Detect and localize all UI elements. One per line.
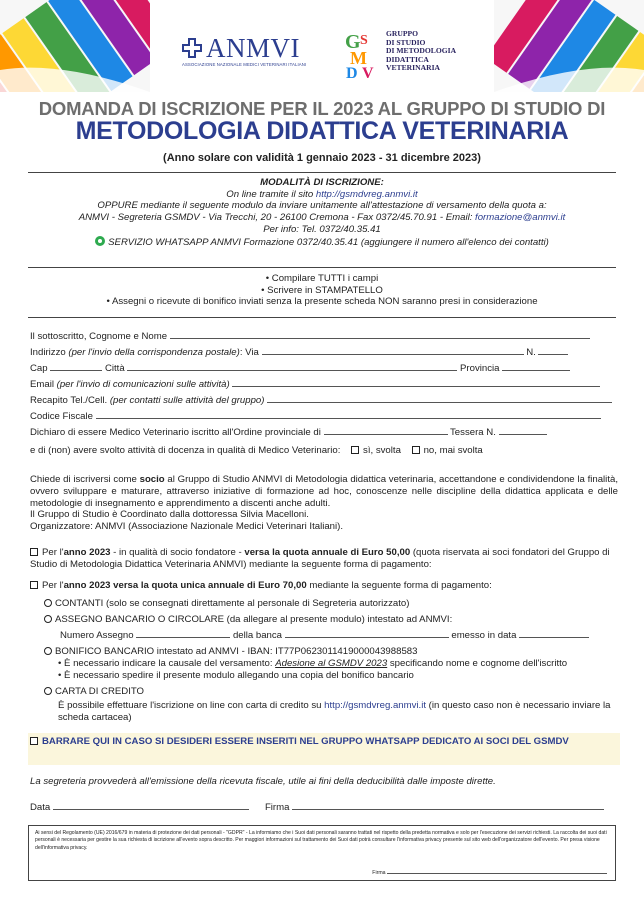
tessera-input[interactable]	[499, 426, 547, 435]
whatsapp-line: SERVIZIO WHATSAPP ANMVI Formazione 0372/40.35.41 (aggiungere il numero all'elenco dei contatti)	[28, 236, 616, 249]
anmvi-logo-text: ANMVI	[206, 33, 300, 63]
rule-item: • Assegni o ricevute di bonifico inviati senza la presente scheda NON saranno presi in considerazione	[106, 296, 538, 308]
modalita-section	[28, 177, 616, 248]
issue-date-input[interactable]	[519, 629, 589, 638]
carta-note: È possibile effettuare l'iscrizione on line con carta di credito su http://gsmdvreg.anmvi.it (in questo caso non è necessario inviare la scheda cartacea)	[58, 700, 611, 723]
form-title-main: METODOLOGIA DIDATTICA VETERINARIA	[75, 117, 569, 145]
assegno-radio[interactable]	[44, 615, 52, 623]
payment-bonifico: BONIFICO BANCARIO intestato ad ANMVI - IBAN: IT77P0623011419000043988583	[30, 646, 618, 658]
name-input[interactable]	[170, 330, 590, 339]
email-link[interactable]: formazione@anmvi.it	[475, 212, 566, 224]
payment-carta: CARTA DI CREDITO	[30, 686, 618, 698]
rules-list	[28, 273, 616, 308]
colored-pencils-left-image	[0, 0, 150, 92]
oppure-line: OPPURE mediante il seguente modulo da inviare unitamente all'attestazione di versamento della quota a:	[97, 200, 547, 212]
privacy-text: Ai sensi del Regolamento (UE) 2016/679 in materia di protezione dei dati personali - "GDPR" - La informiamo che i Suoi dati personali saranno trattati nel rispetto della predetta normativa e solo per l'esecuzione dei servizi richiesti. La raccolta dei suoi dati personali è necessaria per gestire la sua richiesta di iscrizione all'evento sopra descritto. Per maggiori informazioni sul trattamento dei Suoi dati potrà consultare l'informativa privacy presente sul sito web dell'organizzatore dell'evento. Per presa visione dell'informativa privacy.	[35, 830, 607, 851]
signature-row: Data Firma	[30, 801, 618, 813]
svg-text:D: D	[346, 65, 358, 80]
intro-paragraph: Chiede di iscriversi come socio al Gruppo di Studio ANMVI di Metodologia didattica veterinaria, accettandone e condividendone la finalità, ovvero sviluppare e maturare, attraverso iniziative di formazione ad hoc, conoscenze nelle discipline della didattica applicata e delle metodologie di insegnamento e apprendimento a discenti anche adulti. Il Gruppo di Studio è Coordinato dalla dottoressa Silvia Macelloni. Organizzatore: ANMVI (Associazione Nazionale Medici Veterinari Italiani).	[30, 474, 618, 533]
svg-text:M: M	[350, 48, 367, 68]
privacy-signature-input[interactable]	[387, 869, 607, 874]
form-validity: (Anno solare con validità 1 gennaio 2023 - 31 dicembre 2023)	[163, 152, 481, 164]
fiscal-code-field: Codice Fiscale	[30, 410, 616, 423]
carta-radio[interactable]	[44, 687, 52, 695]
rule-item: • Scrivere in STAMPATELLO	[261, 284, 383, 296]
modalita-heading: MODALITÀ DI ISCRIZIONE:	[260, 177, 384, 188]
bank-input[interactable]	[285, 629, 449, 638]
divider	[28, 267, 616, 268]
phone-input[interactable]	[267, 394, 612, 403]
privacy-box	[28, 825, 616, 881]
info-line: Per info: Tel. 0372/40.35.41	[263, 223, 381, 235]
fiscal-code-input[interactable]	[96, 410, 601, 419]
rule-item: • Compilare TUTTI i campi	[265, 273, 379, 284]
address-field: Indirizzo (per l'invio della corrispondenza postale): Via N.	[30, 346, 616, 359]
header	[0, 0, 644, 92]
docenza-no-checkbox[interactable]	[412, 446, 420, 454]
whatsapp-group-checkbox[interactable]	[30, 737, 38, 745]
svg-text:V: V	[362, 65, 374, 80]
bonifico-radio[interactable]	[44, 647, 52, 655]
address-line: ANMVI - Segreteria GSMDV - Via Trecchi, 20 - 26100 Cremona - Fax 0372/45.70.91 - Email: formazione@anmvi.it	[78, 212, 566, 224]
bonifico-note-2: • È necessario spedire il presente modulo allegando una copia del bonifico bancario	[58, 670, 414, 681]
cap-city-field: Cap Città Provincia	[30, 362, 616, 375]
ordine-input[interactable]	[324, 426, 448, 435]
bonifico-note-1: • È necessario indicare la causale del versamento: Adesione al GSMDV 2023 specificando nome e cognome dell'iscritto	[58, 658, 568, 669]
option-socio-fondatore: Per l'anno 2023 - in qualità di socio fondatore - versa la quota annuale di Euro 50,00 (quota riservata ai soci fondatori del Gruppo di Studio di Metodologia Didattica Veterinaria ANMVI) mediante la seguente forma di pagamento:	[30, 547, 610, 570]
colored-pencils-right-image	[494, 0, 644, 92]
online-link[interactable]: http://gsmdvreg.anmvi.it	[315, 188, 418, 200]
gsmdv-logo-text: GRUPPO DI STUDIO DI METODOLOGIA DIDATTICA VETERINARIA	[386, 29, 457, 73]
docenza-yes-checkbox[interactable]	[351, 446, 359, 454]
divider	[28, 317, 616, 318]
gsmdv-letters-mark	[344, 28, 384, 80]
signature-input[interactable]	[292, 801, 604, 810]
docenza-field: e di (non) avere svolto attività di docenza in qualità di Medico Veterinario: sì, svolta no, mai svolta	[30, 445, 483, 456]
assegno-details: Numero Assegno della banca emesso in data	[30, 629, 618, 642]
divider	[28, 172, 616, 173]
city-input[interactable]	[127, 362, 457, 371]
name-field: Il sottoscritto, Cognome e Nome	[30, 330, 616, 343]
svg-text:S: S	[360, 33, 368, 48]
gsmdv-logo	[344, 28, 464, 80]
email-field: Email (per l'invio di comunicazioni sulle attività)	[30, 378, 616, 391]
payment-contanti: CONTANTI (solo se consegnati direttamente al personale di Segreteria autorizzato)	[30, 598, 618, 610]
form-title-line1: DOMANDA DI ISCRIZIONE PER IL 2023 AL GRUPPO DI STUDIO DI	[38, 98, 606, 119]
cap-input[interactable]	[50, 362, 102, 371]
quota-unica-checkbox[interactable]	[30, 581, 38, 589]
ordine-field: Dichiaro di essere Medico Veterinario iscritto all'Ordine provinciale di Tessera N.	[30, 426, 616, 439]
online-line: On line tramite il sito http://gsmdvreg.anmvi.it	[226, 188, 418, 200]
privacy-signature: Firma	[372, 869, 607, 877]
anmvi-logo	[182, 33, 312, 72]
svg-text:G: G	[345, 31, 361, 53]
province-input[interactable]	[502, 362, 570, 371]
contanti-radio[interactable]	[44, 599, 52, 607]
socio-fondatore-checkbox[interactable]	[30, 548, 38, 556]
date-input[interactable]	[53, 801, 249, 810]
anmvi-cross-icon	[182, 38, 202, 58]
whatsapp-group-option: BARRARE QUI IN CASO SI DESIDERI ESSERE INSERITI NEL GRUPPO WHATSAPP DEDICATO AI SOCI DEL GSMDV	[30, 736, 616, 748]
whatsapp-icon	[95, 236, 105, 246]
payment-assegno: ASSEGNO BANCARIO O CIRCOLARE (da allegare al presente modulo) intestato ad ANMVI:	[30, 614, 618, 626]
address-input[interactable]	[262, 346, 524, 355]
carta-link[interactable]: http://gsmdvreg.anmvi.it	[324, 700, 426, 711]
receipt-note: La segreteria provvederà all'emissione della ricevuta fiscale, utile ai fini della deducibilità dalle imposte dirette.	[30, 776, 496, 787]
cheque-number-input[interactable]	[136, 629, 230, 638]
phone-field: Recapito Tel./Cell. (per contatti sulle attività del gruppo)	[30, 394, 616, 407]
anmvi-logo-subtitle: ASSOCIAZIONE NAZIONALE MEDICI VETERINARI ITALIANI	[182, 62, 307, 67]
email-input[interactable]	[232, 378, 600, 387]
house-number-input[interactable]	[538, 346, 568, 355]
option-quota-unica: Per l'anno 2023 versa la quota unica annuale di Euro 70,00 mediante la seguente forma di pagamento:	[30, 580, 618, 592]
